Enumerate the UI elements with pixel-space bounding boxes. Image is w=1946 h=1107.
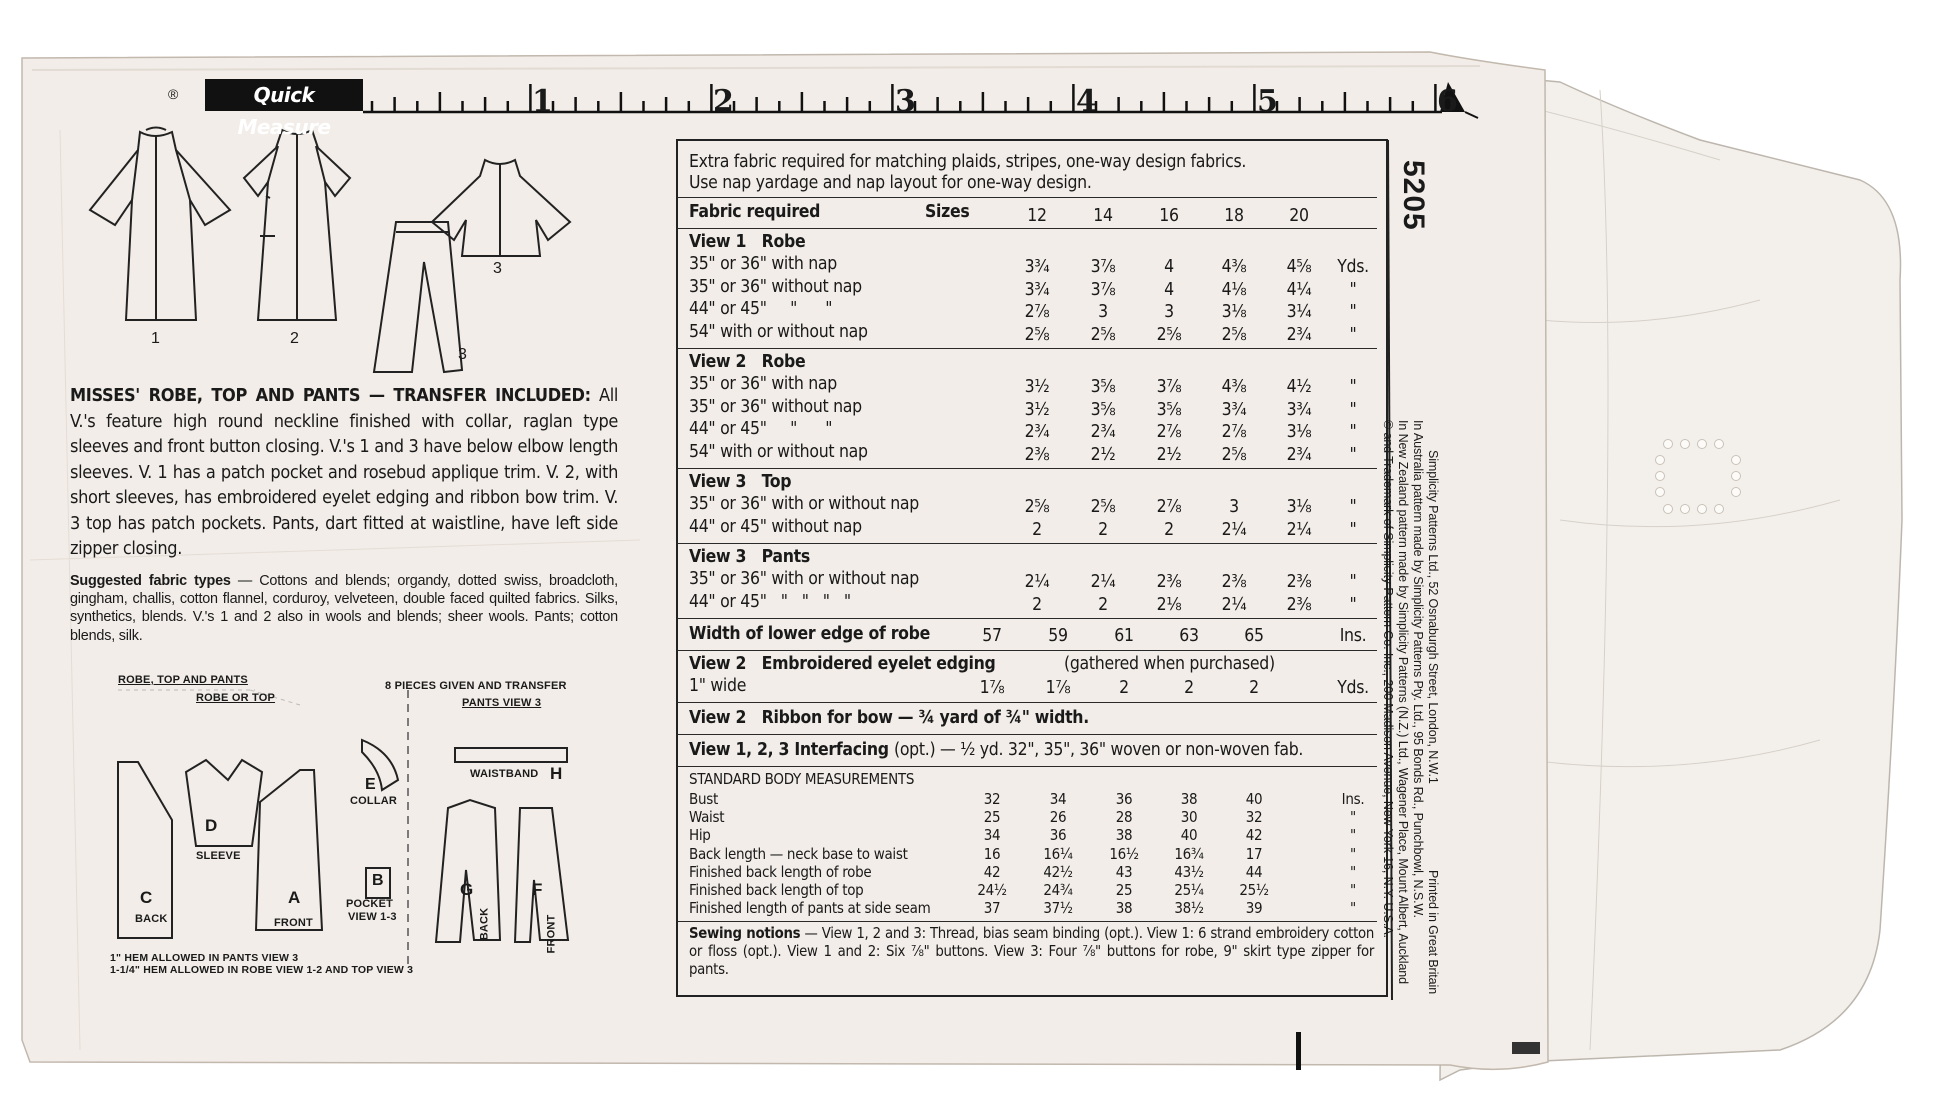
- unit-label: ": [1349, 302, 1357, 322]
- view-label-3-top: 3: [493, 260, 502, 277]
- eyelet-value: 1⅞: [1045, 678, 1071, 698]
- size-value: 4⅝: [1286, 257, 1312, 277]
- table-intro-2: Use nap yardage and nap layout for one-way design.: [689, 173, 1092, 193]
- ruler-inch-4: 4: [1076, 84, 1097, 119]
- publisher-line-4: © and Trademark of Simplicity Pattern Co. Inc., 200 Madison Avenue, New York 16, N.Y. U.S.A.: [1381, 420, 1395, 938]
- unit-label: ": [1349, 279, 1357, 300]
- size-value: 2⅛: [1156, 594, 1182, 615]
- size-value: 2⅞: [1156, 422, 1182, 442]
- section-title: View 3 Top: [689, 472, 792, 492]
- publisher-line-2: In Australia pattern made by Simplicity Patterns Pty. Ltd., 95 Bonds Rd., Punchbowl, N.S.W.: [1411, 420, 1425, 918]
- body-unit: ": [1350, 826, 1356, 845]
- body-value: 16¼: [1043, 844, 1073, 863]
- body-value: 25½: [1239, 881, 1269, 899]
- unit-label: ": [1349, 572, 1357, 592]
- publisher-line-3: In New Zealand pattern made by Simplicity Patterns (N.Z.) Ltd., Wagener Place, Mount Albert, Auckland: [1396, 420, 1410, 985]
- unit-label: ": [1349, 399, 1357, 420]
- fabric-row-label: 54" with or without nap: [689, 441, 868, 462]
- size-value: 2: [1032, 594, 1042, 615]
- body-row-label: Finished back length of robe: [689, 862, 872, 881]
- size-value: 3⅞: [1090, 279, 1116, 300]
- size-value: 3⅝: [1090, 377, 1116, 397]
- size-value: 2: [1098, 594, 1108, 615]
- body-value: 30: [1180, 808, 1198, 827]
- fabric-row-label: 35" or 36" with or without nap: [689, 569, 919, 589]
- size-value: 2¼: [1221, 519, 1247, 540]
- size-value: 3⅝: [1156, 399, 1182, 420]
- size-value: 2⅜: [1286, 572, 1312, 592]
- size-value: 2⅜: [1156, 572, 1182, 592]
- size-header: 16: [1159, 206, 1179, 226]
- table-divider: [677, 650, 1377, 651]
- size-value: 2: [1098, 519, 1108, 540]
- table-divider: [677, 228, 1377, 229]
- body-value: 16¾: [1174, 844, 1204, 863]
- width-value: 65: [1244, 626, 1264, 646]
- piece-back: BACK: [135, 913, 168, 925]
- piece-h: H: [550, 764, 563, 783]
- suggested-title: Suggested fabric types: [70, 573, 231, 589]
- body-value: 34: [983, 826, 1001, 845]
- publisher-line-1: Simplicity Patterns Ltd., 52 Osnaburgh Street, London, N.W.1: [1426, 450, 1440, 784]
- body-value: 34: [1049, 790, 1067, 808]
- unit-label: ": [1349, 422, 1357, 442]
- unit-label: ": [1349, 377, 1357, 397]
- size-value: 3: [1164, 302, 1174, 322]
- description-title: MISSES' ROBE, TOP AND PANTS — TRANSFER INCLUDED:: [70, 385, 591, 406]
- size-value: 3⅛: [1286, 422, 1312, 442]
- body-value: 28: [1115, 808, 1133, 827]
- piece-pocket: POCKET: [346, 898, 394, 910]
- body-value: 38½: [1174, 899, 1204, 918]
- size-value: 2⅝: [1156, 324, 1182, 345]
- piece-g: G: [460, 880, 474, 899]
- fabric-row-label: 35" or 36" with nap: [689, 374, 837, 394]
- yardage-table: [677, 140, 1387, 996]
- pieces-right-sub: PANTS VIEW 3: [462, 697, 542, 709]
- fabric-row-label: 44" or 45" " ": [689, 299, 833, 319]
- width-value: 63: [1179, 626, 1199, 646]
- eyelet-value: 2: [1249, 678, 1259, 698]
- table-intro-1: Extra fabric required for matching plaids, stripes, one-way design fabrics.: [689, 152, 1247, 172]
- size-value: 3¾: [1024, 279, 1050, 300]
- body-value: 44: [1245, 862, 1263, 881]
- size-value: 4: [1164, 279, 1174, 300]
- body-value: 32: [1245, 808, 1263, 827]
- table-divider: [677, 197, 1377, 198]
- piece-b: B: [372, 872, 384, 889]
- size-value: 2⅜: [1221, 572, 1247, 592]
- body-value: 40: [1245, 790, 1263, 808]
- size-value: 3½: [1024, 377, 1050, 397]
- size-value: 3¾: [1221, 399, 1247, 420]
- table-divider: [677, 543, 1377, 544]
- size-value: 2⅜: [1024, 444, 1050, 465]
- piece-waistband: WAISTBAND: [470, 768, 539, 780]
- size-value: 3¼: [1286, 302, 1312, 322]
- sizes-label: Sizes: [925, 202, 970, 222]
- body-unit: ": [1350, 899, 1356, 918]
- section-title: View 3 Pants: [689, 547, 810, 567]
- body-row-label: Bust: [689, 790, 718, 808]
- body-row-label: Waist: [689, 808, 725, 827]
- size-value: 2⅞: [1221, 422, 1247, 442]
- width-value: 59: [1048, 626, 1068, 646]
- interfacing-title: View 1, 2, 3 Interfacing: [689, 740, 889, 760]
- body-value: 36: [1049, 826, 1067, 845]
- unit-label: Yds.: [1337, 257, 1369, 277]
- body-value: 43½: [1174, 862, 1204, 881]
- ribbon-note: View 2 Ribbon for bow — ¾ yard of ¾" width.: [689, 708, 1089, 728]
- pieces-left-title: ROBE, TOP AND PANTS: [118, 674, 248, 686]
- size-value: 3⅝: [1090, 399, 1116, 420]
- eyelet-value: 2: [1119, 678, 1129, 698]
- size-value: 2½: [1156, 444, 1182, 465]
- quick-measure-label: Quick Measure: [205, 79, 363, 111]
- body-unit: ": [1350, 881, 1356, 899]
- unit-label: ": [1349, 444, 1357, 465]
- fabric-row-label: 35" or 36" without nap: [689, 396, 862, 417]
- eyelet-value: 1⅞: [979, 678, 1005, 698]
- body-value: 25: [983, 808, 1001, 827]
- size-header: 14: [1093, 206, 1113, 226]
- body-value: 37: [983, 899, 1001, 918]
- ruler-inch-5: 5: [1257, 84, 1278, 119]
- size-value: 3⅛: [1221, 302, 1247, 322]
- size-value: 2¾: [1286, 324, 1312, 345]
- fabric-row-label: 44" or 45" " " " ": [689, 591, 851, 612]
- body-value: 38: [1115, 826, 1133, 845]
- interfacing-text: (opt.) — ½ yd. 32", 35", 36" woven or non-woven fab.: [894, 740, 1304, 760]
- body-row-label: Back length — neck base to waist: [689, 844, 908, 863]
- section-title: View 1 Robe: [689, 232, 806, 252]
- piece-pocket-view: VIEW 1-3: [348, 911, 397, 923]
- size-value: 2⅝: [1221, 324, 1247, 345]
- size-header: 18: [1224, 206, 1244, 226]
- pattern-description: [70, 383, 618, 562]
- body-value: 37½: [1043, 899, 1073, 918]
- eyelet-unit: Yds.: [1337, 678, 1369, 698]
- piece-d: D: [205, 816, 218, 835]
- size-value: 2⅝: [1221, 444, 1247, 465]
- unit-label: ": [1349, 519, 1357, 540]
- size-value: 4⅛: [1221, 279, 1247, 300]
- size-header: 12: [1027, 206, 1047, 226]
- fabric-row-label: 35" or 36" with or without nap: [689, 494, 919, 514]
- body-value: 32: [983, 790, 1001, 808]
- size-value: 2⅝: [1090, 324, 1116, 345]
- body-unit: Ins.: [1341, 790, 1365, 808]
- body-value: 25¼: [1174, 881, 1204, 899]
- piece-a: A: [288, 888, 301, 907]
- pattern-number: 5205: [1397, 160, 1430, 231]
- piece-f-front: FRONT: [545, 914, 558, 954]
- body-measurements-title: STANDARD BODY MEASUREMENTS: [689, 770, 915, 788]
- size-value: 2: [1164, 519, 1174, 540]
- table-divider: [677, 618, 1377, 619]
- piece-sleeve: SLEEVE: [196, 850, 241, 862]
- table-divider: [677, 766, 1377, 767]
- body-row-label: Finished back length of top: [689, 881, 864, 899]
- body-value: 42½: [1043, 862, 1073, 881]
- body-unit: ": [1350, 808, 1356, 827]
- hem-note-1: 1" HEM ALLOWED IN PANTS VIEW 3: [110, 952, 299, 964]
- size-value: 2¼: [1090, 572, 1116, 592]
- table-divider: [677, 348, 1377, 349]
- table-divider: [677, 468, 1377, 469]
- body-value: 36: [1115, 790, 1133, 808]
- view-label-2: 2: [290, 330, 299, 347]
- body-value: 17: [1245, 844, 1263, 863]
- ruler-inch-3: 3: [895, 84, 916, 119]
- registered-mark: ®: [168, 86, 179, 102]
- piece-f: F: [532, 880, 543, 899]
- size-value: 2¼: [1286, 519, 1312, 540]
- size-value: 3½: [1024, 399, 1050, 420]
- size-value: 4⅜: [1221, 377, 1247, 397]
- size-value: 2⅞: [1156, 497, 1182, 517]
- size-value: 2½: [1090, 444, 1116, 465]
- unit-label: ": [1349, 497, 1357, 517]
- body-value: 42: [1245, 826, 1263, 845]
- body-value: 43: [1115, 862, 1133, 881]
- body-row-label: Finished length of pants at side seam: [689, 899, 931, 918]
- size-value: 2¾: [1286, 444, 1312, 465]
- size-value: 2⅞: [1024, 302, 1050, 322]
- body-value: 26: [1049, 808, 1067, 827]
- width-value: 57: [982, 626, 1002, 646]
- body-value: 24½: [977, 881, 1007, 899]
- size-value: 3¾: [1024, 257, 1050, 277]
- hem-note-2: 1-1/4" HEM ALLOWED IN ROBE VIEW 1-2 AND TOP VIEW 3: [110, 964, 414, 976]
- eyelet-note: (gathered when purchased): [1064, 654, 1275, 674]
- size-value: 2¼: [1221, 594, 1247, 615]
- piece-e: E: [365, 776, 376, 793]
- size-value: 2¾: [1090, 422, 1116, 442]
- piece-g-back: BACK: [478, 907, 491, 941]
- body-value: 16½: [1109, 844, 1139, 863]
- size-value: 2⅝: [1024, 497, 1050, 517]
- fabric-row-label: 35" or 36" with nap: [689, 254, 837, 274]
- fabric-required-label: Fabric required: [689, 202, 821, 222]
- fabric-row-label: 35" or 36" without nap: [689, 276, 862, 297]
- table-divider: [677, 702, 1377, 703]
- body-value: 38: [1115, 899, 1133, 918]
- notions-text: — View 1, 2 and 3: Thread, bias seam binding (opt.). View 1: 6 strand embroidery cotton or floss (opt.). View 1 and 2: Six ⅞" buttons. View 3: Four ⅞" buttons for robe, 9" skirt type zipper for pants.: [689, 925, 1374, 979]
- size-value: 3: [1229, 497, 1239, 517]
- unit-label: ": [1349, 594, 1357, 615]
- body-value: 42: [983, 862, 1001, 881]
- size-value: 3⅞: [1156, 377, 1182, 397]
- piece-front: FRONT: [274, 917, 313, 929]
- size-header: 20: [1289, 206, 1309, 226]
- view-label-3-pants: 3: [458, 346, 467, 363]
- body-unit: ": [1350, 862, 1356, 881]
- size-value: 2⅜: [1286, 594, 1312, 615]
- section-title: View 2 Robe: [689, 352, 806, 372]
- suggested-fabrics: [70, 572, 618, 645]
- body-value: 39: [1245, 899, 1263, 918]
- description-text: All V.'s feature high round neckline finished with collar, raglan type sleeves and front button closing. V.'s 1 and 3 have below elbow length sleeves. V. 1 has a patch pocket and rosebud applique trim. V. 2, with short sleeves, has embroidered eyelet edging and ribbon bow trim. V. 3 top has patch pockets. Pants, dart fitted at waistline, have left side zipper closing.: [70, 385, 618, 559]
- piece-collar: COLLAR: [350, 795, 398, 807]
- size-value: 2¾: [1024, 422, 1050, 442]
- size-value: 2: [1032, 519, 1042, 540]
- eyelet-value: 2: [1184, 678, 1194, 698]
- publisher-line-5: Printed in Great Britain: [1426, 870, 1440, 995]
- body-value: 16: [983, 844, 1001, 863]
- size-value: 3¾: [1286, 399, 1312, 420]
- size-value: 3⅛: [1286, 497, 1312, 517]
- size-value: 3: [1098, 302, 1108, 322]
- view-label-1: 1: [151, 330, 160, 347]
- sewing-notions: [689, 925, 1374, 979]
- eyelet-label: 1" wide: [689, 676, 747, 696]
- size-value: 4⅜: [1221, 257, 1247, 277]
- body-unit: ": [1350, 844, 1356, 863]
- pieces-right-title: 8 PIECES GIVEN AND TRANSFER: [385, 680, 567, 692]
- width-value: 61: [1114, 626, 1134, 646]
- fabric-row-label: 44" or 45" without nap: [689, 516, 862, 537]
- body-value: 25: [1115, 881, 1133, 899]
- size-value: 4: [1164, 257, 1174, 277]
- ruler-inch-6: 6: [1437, 84, 1458, 119]
- notions-title: Sewing notions: [689, 925, 801, 943]
- size-value: 2¼: [1024, 572, 1050, 592]
- unit-label: ": [1349, 324, 1357, 345]
- size-value: 2⅝: [1024, 324, 1050, 345]
- width-label: Width of lower edge of robe: [689, 624, 931, 644]
- suggested-text: — Cottons and blends; organdy, dotted swiss, broadcloth, gingham, challis, cotton flannel, corduroy, velveteen, double faced quilted fabrics. Silks, synthetics, blends. V.'s 1 and 2 also in wools and blends; sheer wools. Pants; cotton blends, silk.: [70, 573, 618, 644]
- fabric-row-label: 44" or 45" " ": [689, 419, 833, 439]
- ruler-inch-1: 1: [532, 84, 553, 119]
- width-unit: Ins.: [1339, 626, 1367, 646]
- piece-c: C: [140, 888, 153, 907]
- eyelet-title: View 2 Embroidered eyelet edging: [689, 654, 996, 674]
- body-value: 40: [1180, 826, 1198, 845]
- pieces-left-sub: ROBE OR TOP: [196, 692, 276, 704]
- fabric-row-label: 54" with or without nap: [689, 321, 868, 342]
- body-row-label: Hip: [689, 826, 711, 845]
- body-value: 24¾: [1043, 881, 1073, 899]
- table-divider: [677, 921, 1377, 922]
- table-divider: [677, 734, 1377, 735]
- body-value: 38: [1180, 790, 1198, 808]
- size-value: 2⅝: [1090, 497, 1116, 517]
- ruler-inch-2: 2: [713, 84, 734, 119]
- size-value: 3⅞: [1090, 257, 1116, 277]
- size-value: 4½: [1286, 377, 1312, 397]
- size-value: 4¼: [1286, 279, 1312, 300]
